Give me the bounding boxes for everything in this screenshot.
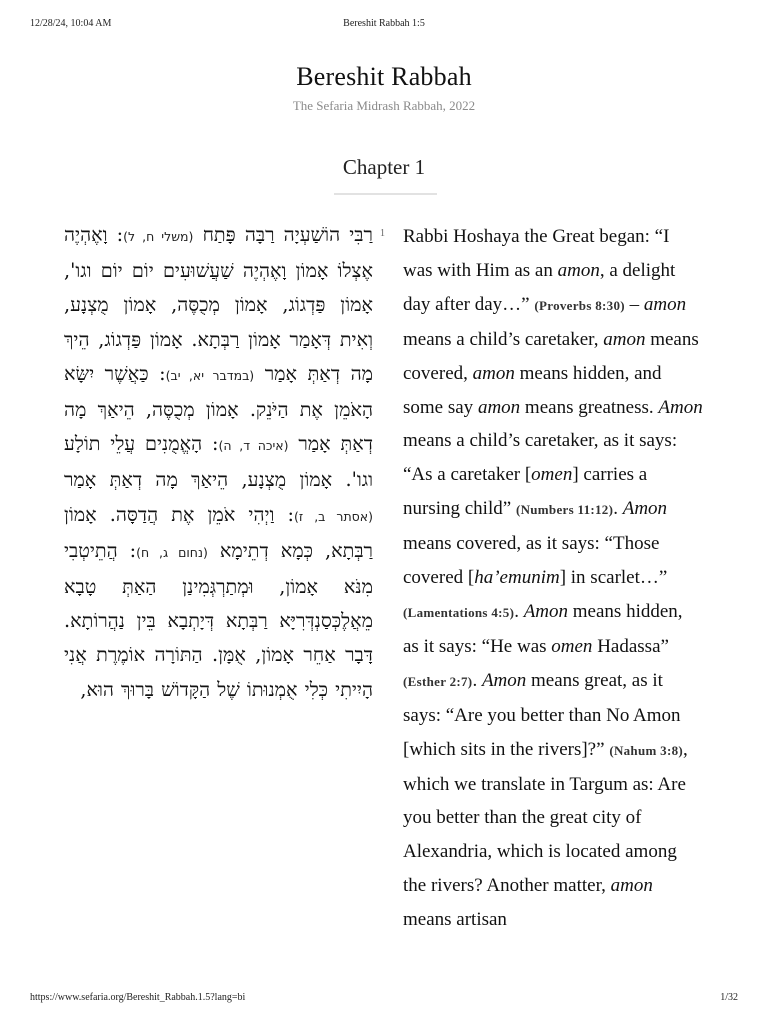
book-subtitle: The Sefaria Midrash Rabbah, 2022 <box>292 98 476 113</box>
english-text-run: means greatness. <box>520 396 659 418</box>
print-page-title: Bereshit Rabbah 1:5 <box>343 18 425 29</box>
hebrew-text-run: : כַּאֲשֶׁר יִשָּׂא הָאֹמֵן אֶת הַיֹּנֵק. אָמוֹן מְכֻסֶּה, הֵיאַךְ מָה דְאַתְּ אָמַר <box>64 361 373 456</box>
hebrew-citation[interactable]: (איכה ד, ה) <box>218 438 289 454</box>
english-text-run: means artisan <box>403 909 507 931</box>
english-text-run: means hidden, as it says: “He was <box>403 600 683 657</box>
print-url: https://www.sefaria.org/Bereshit_Rabbah.1.5?lang=bi <box>30 992 246 1003</box>
hebrew-text-run: : הֲתֵיטְבִי מִנֹּא אָמוֹן, וּמְתַרְגְּמִינַן הַאַתְּ טָבָא מֵאֲלֶכְּסַנְדְּרִיָּא רַבְּתָא דְּיָתְבָא בֵּין נַהֲרוֹתָא. דָּבָר אַחֵר אָמוֹן, אֻמָּן. הַתּוֹרָה אוֹמֶרֶת אֲנִי הָיִיתִי כְּלִי אֻמְנוּתוֹ שֶׁל הַקָּדוֹשׁ בָּרוּךְ הוּא, <box>64 538 373 701</box>
english-text-run: , which we translate in Targum as: Are you better than the great city of Alexandria, which is located among the rivers? Another matter, <box>403 738 688 897</box>
chapter-title: Chapter 1 <box>342 155 426 179</box>
english-citation[interactable]: (Nahum 3:8) <box>609 742 684 758</box>
hebrew-text[interactable] <box>64 218 373 707</box>
hebrew-citation[interactable]: (במדבר יא, יב) <box>165 367 255 383</box>
english-text-run: ] carries a nursing child” <box>403 464 648 520</box>
english-citation[interactable]: (Lamentations 4:5) <box>403 604 515 620</box>
hebrew-citation[interactable]: (אסתר ב, ז) <box>294 508 373 524</box>
segment-number[interactable]: 1 <box>380 228 385 239</box>
english-italic-term: ha’emunim <box>474 567 560 589</box>
english-italic-term: omen <box>531 464 573 486</box>
hebrew-text-run: : הָאֱמֻנִים עֲלֵי תוֹלָע וגו'. אָמוֹן מֻצְנָע, הֵיאַךְ מָה דְאַתְּ אָמַר <box>64 432 373 492</box>
english-italic-term: Amon <box>481 669 527 691</box>
print-footer <box>30 992 738 1006</box>
english-citation[interactable]: (Proverbs 8:30) <box>534 297 625 313</box>
print-page-number: 1/32 <box>720 992 738 1003</box>
english-text-run: means covered, <box>403 328 699 384</box>
english-italic-term: omen <box>551 635 593 657</box>
hebrew-citation[interactable]: (נחום ג, ח) <box>136 544 208 560</box>
english-italic-term: Amon <box>622 498 668 520</box>
english-text-run: . <box>613 498 623 520</box>
english-text-run: Hadassa” <box>592 635 669 657</box>
english-text-run: means covered, as it says: “Those covered [ <box>403 533 660 589</box>
english-text-run: means a child’s caretaker, as it says: “As a caretaker [ <box>403 430 678 486</box>
english-italic-term: amon <box>557 259 600 281</box>
print-header <box>30 18 738 32</box>
english-italic-term: amon <box>643 293 687 315</box>
english-text-run: . <box>514 600 524 622</box>
english-italic-term: Amon <box>523 600 569 622</box>
english-italic-term: Amon <box>658 396 703 418</box>
hebrew-text-run: : וַיְהִי אֹמֵן אֶת הֲדַסָּה. אָמוֹן רַבְּתָא, כְּמָא דְתֵימָא <box>64 502 373 562</box>
english-text-run: means hidden, and some say <box>403 362 662 418</box>
english-text[interactable] <box>403 220 703 937</box>
chapter-divider <box>334 193 437 195</box>
english-italic-term: amon <box>610 875 653 897</box>
hebrew-citation[interactable]: (משלי ח, ל) <box>123 229 194 244</box>
book-title: Bereshit Rabbah <box>296 62 472 91</box>
print-datetime: 12/28/24, 10:04 AM <box>30 18 112 29</box>
english-italic-term: amon <box>472 362 515 384</box>
english-text-run: . <box>472 669 482 691</box>
english-text-run: means a child’s caretaker, <box>403 328 604 350</box>
english-text-run: Rabbi Hoshaya the Great began: “I was with Him as an <box>403 226 670 281</box>
english-italic-term: amon <box>477 396 521 418</box>
english-citation[interactable]: (Esther 2:7) <box>403 673 473 689</box>
english-text-run: ] in scarlet…” <box>559 567 668 589</box>
english-text-run: means great, as it says: “Are you better than No Amon [which sits in the rivers]?” <box>403 669 681 760</box>
english-citation[interactable]: (Numbers 11:12) <box>515 502 614 518</box>
hebrew-text-run: רַבִּי הוֹשַׁעְיָה רַבָּה פָּתַח <box>193 223 373 246</box>
hebrew-text-run: : וָאֶהְיֶה אֶצְלוֹ אָמוֹן וָאֶהְיֶה שַׁעֲשׁוּעִים יוֹם יוֹם וגו', אָמוֹן פַּדְגוֹג, אָמוֹן מְכֻסֶּה, אָמוֹן מֻצְנָע, וְאִית דְּאָמַר אָמוֹן רַבְּתָא. אָמוֹן פַּדְגוֹג, הֵיךְ מָה דְאַתְּ אָמַר <box>64 223 374 385</box>
english-text-run: , a delight day after day…” <box>403 259 676 315</box>
english-text-run: – <box>624 293 644 315</box>
english-italic-term: amon <box>603 328 646 350</box>
